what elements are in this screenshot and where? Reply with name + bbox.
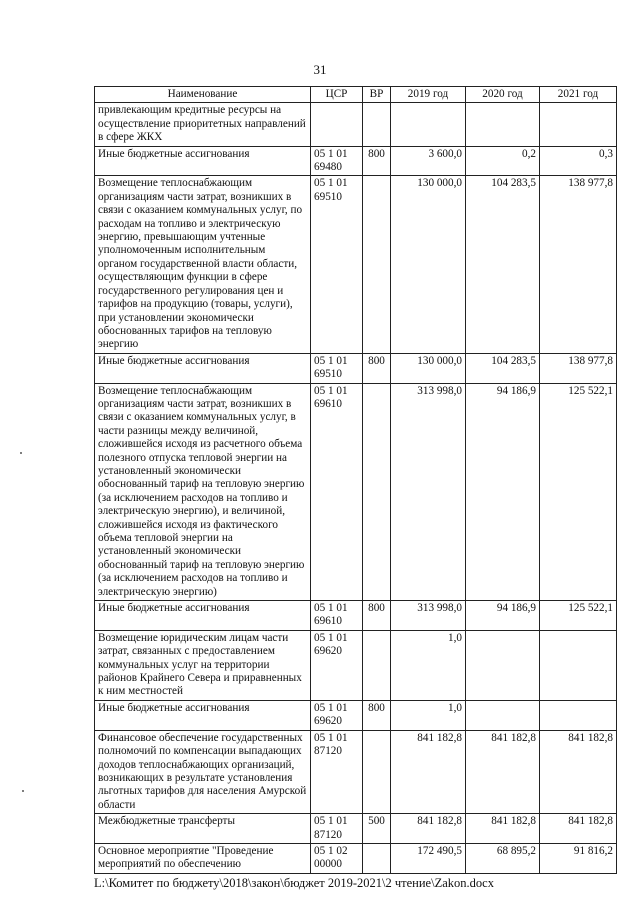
row-2020	[466, 103, 540, 146]
row-csr: 05 1 01 69610	[311, 383, 363, 601]
row-2021: 0,3	[540, 146, 617, 176]
row-2019: 130 000,0	[391, 353, 466, 383]
row-csr: 05 1 01 69510	[311, 176, 363, 353]
row-2019: 172 490,5	[391, 843, 466, 873]
footer-file-path: L:\Комитет по бюджету\2018\закон\бюджет 2019-2021\2 чтение\Zakon.docx	[94, 876, 494, 890]
row-2021: 125 522,1	[540, 383, 617, 601]
row-vr: 800	[363, 146, 391, 176]
row-vr	[363, 176, 391, 353]
row-2020: 104 283,5	[466, 353, 540, 383]
row-vr: 800	[363, 353, 391, 383]
table-row	[95, 843, 617, 873]
row-vr: 800	[363, 700, 391, 730]
row-vr	[363, 103, 391, 146]
row-vr	[363, 630, 391, 700]
row-2020: 104 283,5	[466, 176, 540, 353]
row-2021: 841 182,8	[540, 814, 617, 844]
row-name: Основное мероприятие "Проведение мероприятий по обеспечению	[95, 843, 311, 873]
table-row	[95, 103, 617, 146]
row-csr: 05 1 01 69620	[311, 700, 363, 730]
header-name: Наименование	[95, 87, 311, 103]
row-2021	[540, 630, 617, 700]
row-2019: 130 000,0	[391, 176, 466, 353]
budget-table	[94, 86, 617, 874]
row-csr: 05 1 02 00000	[311, 843, 363, 873]
row-csr: 05 1 01 69620	[311, 630, 363, 700]
row-csr: 05 1 01 69610	[311, 601, 363, 631]
row-name: Иные бюджетные ассигнования	[95, 700, 311, 730]
row-csr: 05 1 01 69480	[311, 146, 363, 176]
row-2021	[540, 103, 617, 146]
row-2020: 94 186,9	[466, 601, 540, 631]
table-row	[95, 601, 617, 631]
table-row	[95, 383, 617, 601]
row-2020: 0,2	[466, 146, 540, 176]
row-vr	[363, 383, 391, 601]
scan-speck	[20, 452, 22, 454]
row-vr: 500	[363, 814, 391, 844]
row-name: Возмещение теплоснабжающим организациям части затрат, возникших в связи с оказанием коммунальных услуг, по расходам на топливо и электрическую энергию, превышающим учтенные уполномоченным исполнительным органом государственной власти области, осуществляющим функции в сфере государственного регулирования цен и тарифов на продукцию (товары, услуги), при установлении экономически обоснованных тарифов на тепловую энергию	[95, 176, 311, 353]
row-name: привлекающим кредитные ресурсы на осуществление приоритетных направлений в сфере ЖКХ	[95, 103, 311, 146]
row-csr: 05 1 01 87120	[311, 814, 363, 844]
row-name: Иные бюджетные ассигнования	[95, 146, 311, 176]
row-2021: 91 816,2	[540, 843, 617, 873]
table-row	[95, 730, 617, 813]
row-2020	[466, 630, 540, 700]
row-csr: 05 1 01 87120	[311, 730, 363, 813]
row-name: Возмещение юридическим лицам части затрат, связанных с предоставлением коммунальных услуг на территории районов Крайнего Севера и приравненных к ним местностей	[95, 630, 311, 700]
header-csr: ЦСР	[311, 87, 363, 103]
header-2021: 2021 год	[540, 87, 617, 103]
row-2019: 841 182,8	[391, 730, 466, 813]
scan-speck	[22, 790, 24, 792]
row-name: Возмещение теплоснабжающим организациям части затрат, возникших в связи с оказанием коммунальных услуг, в части разницы между величиной, сложившейся исходя из расчетного объема полезного отпуска тепловой энергии на установленный экономически обоснованный тариф на тепловую энергию (за исключением расходов на топливо и электрическую энергию), и величиной, сложившейся исходя из фактического объема тепловой энергии на установленный экономически обоснованный тариф на тепловую энергию (за исключением расходов на топливо и электрическую энергию)	[95, 383, 311, 601]
page-number: 31	[313, 62, 327, 77]
row-name: Межбюджетные трансферты	[95, 814, 311, 844]
row-vr	[363, 730, 391, 813]
table-row	[95, 630, 617, 700]
row-csr: 05 1 01 69510	[311, 353, 363, 383]
row-2021: 841 182,8	[540, 730, 617, 813]
row-vr	[363, 843, 391, 873]
header-2020: 2020 год	[466, 87, 540, 103]
row-2021: 125 522,1	[540, 601, 617, 631]
table-header-row	[95, 87, 617, 103]
header-vr: ВР	[363, 87, 391, 103]
row-2019: 313 998,0	[391, 383, 466, 601]
row-2021: 138 977,8	[540, 176, 617, 353]
row-2020: 841 182,8	[466, 730, 540, 813]
row-2021: 138 977,8	[540, 353, 617, 383]
table-row	[95, 176, 617, 353]
row-2019: 1,0	[391, 700, 466, 730]
row-name: Иные бюджетные ассигнования	[95, 601, 311, 631]
row-2020: 841 182,8	[466, 814, 540, 844]
row-2020: 94 186,9	[466, 383, 540, 601]
row-2020	[466, 700, 540, 730]
row-vr: 800	[363, 601, 391, 631]
table-row	[95, 700, 617, 730]
row-2019: 841 182,8	[391, 814, 466, 844]
table-row	[95, 146, 617, 176]
row-name: Финансовое обеспечение государственных полномочий по компенсации выпадающих доходов теплоснабжающих организаций, возникающих в результате установления льготных тарифов для населения Амурской области	[95, 730, 311, 813]
row-2021	[540, 700, 617, 730]
row-2019: 313 998,0	[391, 601, 466, 631]
row-name: Иные бюджетные ассигнования	[95, 353, 311, 383]
row-csr	[311, 103, 363, 146]
row-2019: 3 600,0	[391, 146, 466, 176]
table-row	[95, 814, 617, 844]
table-row	[95, 353, 617, 383]
row-2019: 1,0	[391, 630, 466, 700]
row-2019	[391, 103, 466, 146]
row-2020: 68 895,2	[466, 843, 540, 873]
header-2019: 2019 год	[391, 87, 466, 103]
